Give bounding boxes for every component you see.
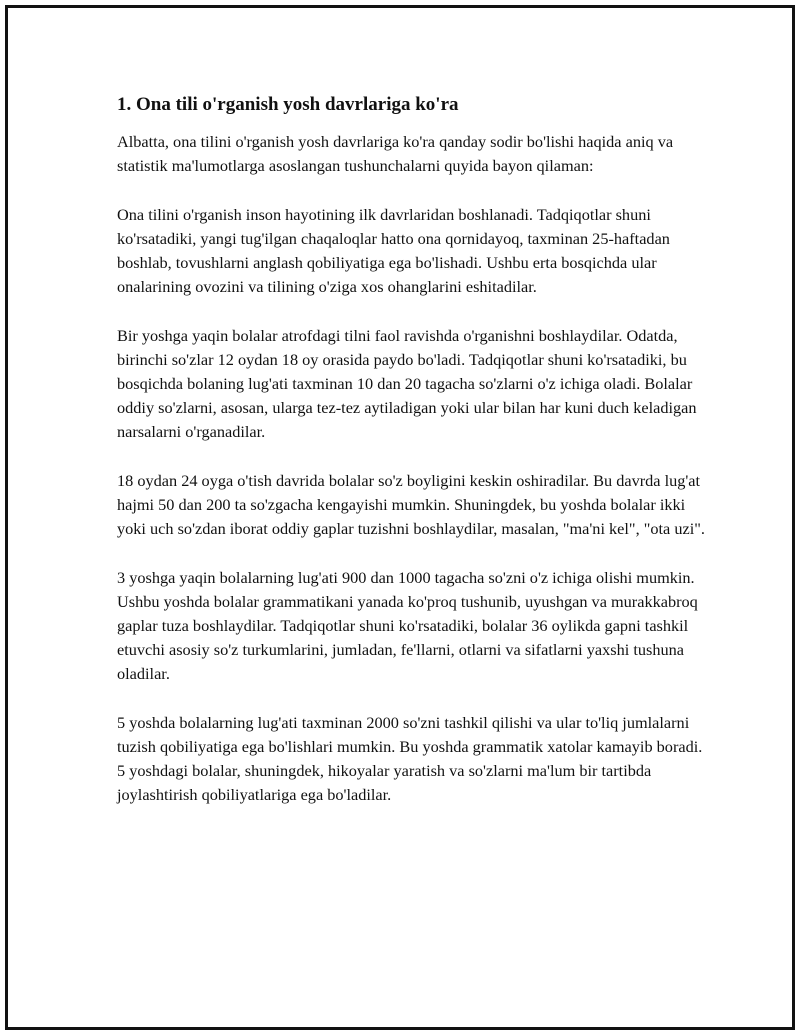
section-heading: 1. Ona tili o'rganish yosh davrlariga ko'ra: [117, 94, 459, 115]
paragraph-18-24-months: 18 oydan 24 oyga o'tish davrida bolalar so'z boyligini keskin oshiradilar. Bu davrda lug'at hajmi 50 dan 200 ta so'zgacha kengayishi mumkin. Shuningdek, bu yoshda bolalar ikki yoki uch so'zdan iborat oddiy gaplar tuzishni boshlaydilar, masalan, "ma'ni kel", "ota uzi".: [117, 470, 705, 539]
paragraph-intro: Albatta, ona tilini o'rganish yosh davrlariga ko'ra qanday sodir bo'lishi haqida aniq va statistik ma'lumotlarga asoslangan tushunchalarni quyida bayon qilaman:: [117, 132, 674, 176]
document-body: [117, 92, 707, 832]
paragraph-prenatal: Ona tilini o'rganish inson hayotining ilk davrlaridan boshlanadi. Tadqiqotlar shuni ko'rsatadiki, yangi tug'ilgan chaqaloqlar hatto ona qornidayoq, taxminan 25-haftadan boshlab, tovushlarni anglash qobiliyatiga ega bo'lishadi. Ushbu erta bosqichda ular onalarining ovozini va tilining o'ziga xos ohanglarini eshitadilar.: [117, 204, 670, 297]
paragraph-one-year: Bir yoshga yaqin bolalar atrofdagi tilni faol ravishda o'rganishni boshlaydilar. Odatda, birinchi so'zlar 12 oydan 18 oy orasida paydo bo'ladi. Tadqiqotlar shuni ko'rsatadiki, bu bosqichda bolaning lug'ati taxminan 10 dan 20 tagacha so'zlarni o'z ichiga oladi. Bolalar oddiy so'zlarni, asosan, ularga tez-tez aytiladigan yoki ular bilan har kuni duch keladigan narsalarni o'rganadilar.: [117, 325, 697, 442]
paragraph-five-years: 5 yoshda bolalarning lug'ati taxminan 2000 so'zni tashkil qilishi va ular to'liq jumlalarni tuzish qobiliyatiga ega bo'lishlari mumkin. Bu yoshda grammatik xatolar kamayib boradi. 5 yoshdagi bolalar, shuningdek, hikoyalar yaratish va so'zlarni ma'lum bir tartibda joylashtirish qobiliyatlariga ega bo'ladilar.: [117, 712, 703, 805]
paragraph-three-years: 3 yoshga yaqin bolalarning lug'ati 900 dan 1000 tagacha so'zni o'z ichiga olishi mumkin. Ushbu yoshda bolalar grammatikani yanada ko'proq tushunib, uyushgan va murakkabroq gaplar tuza boshlaydilar. Tadqiqotlar shuni ko'rsatadiki, bolalar 36 oylikda gapni tashkil etuvchi asosiy so'z turkumlarini, jumladan, fe'llarni, otlarni va sifatlarni yaxshi tushuna oladilar.: [117, 567, 698, 684]
